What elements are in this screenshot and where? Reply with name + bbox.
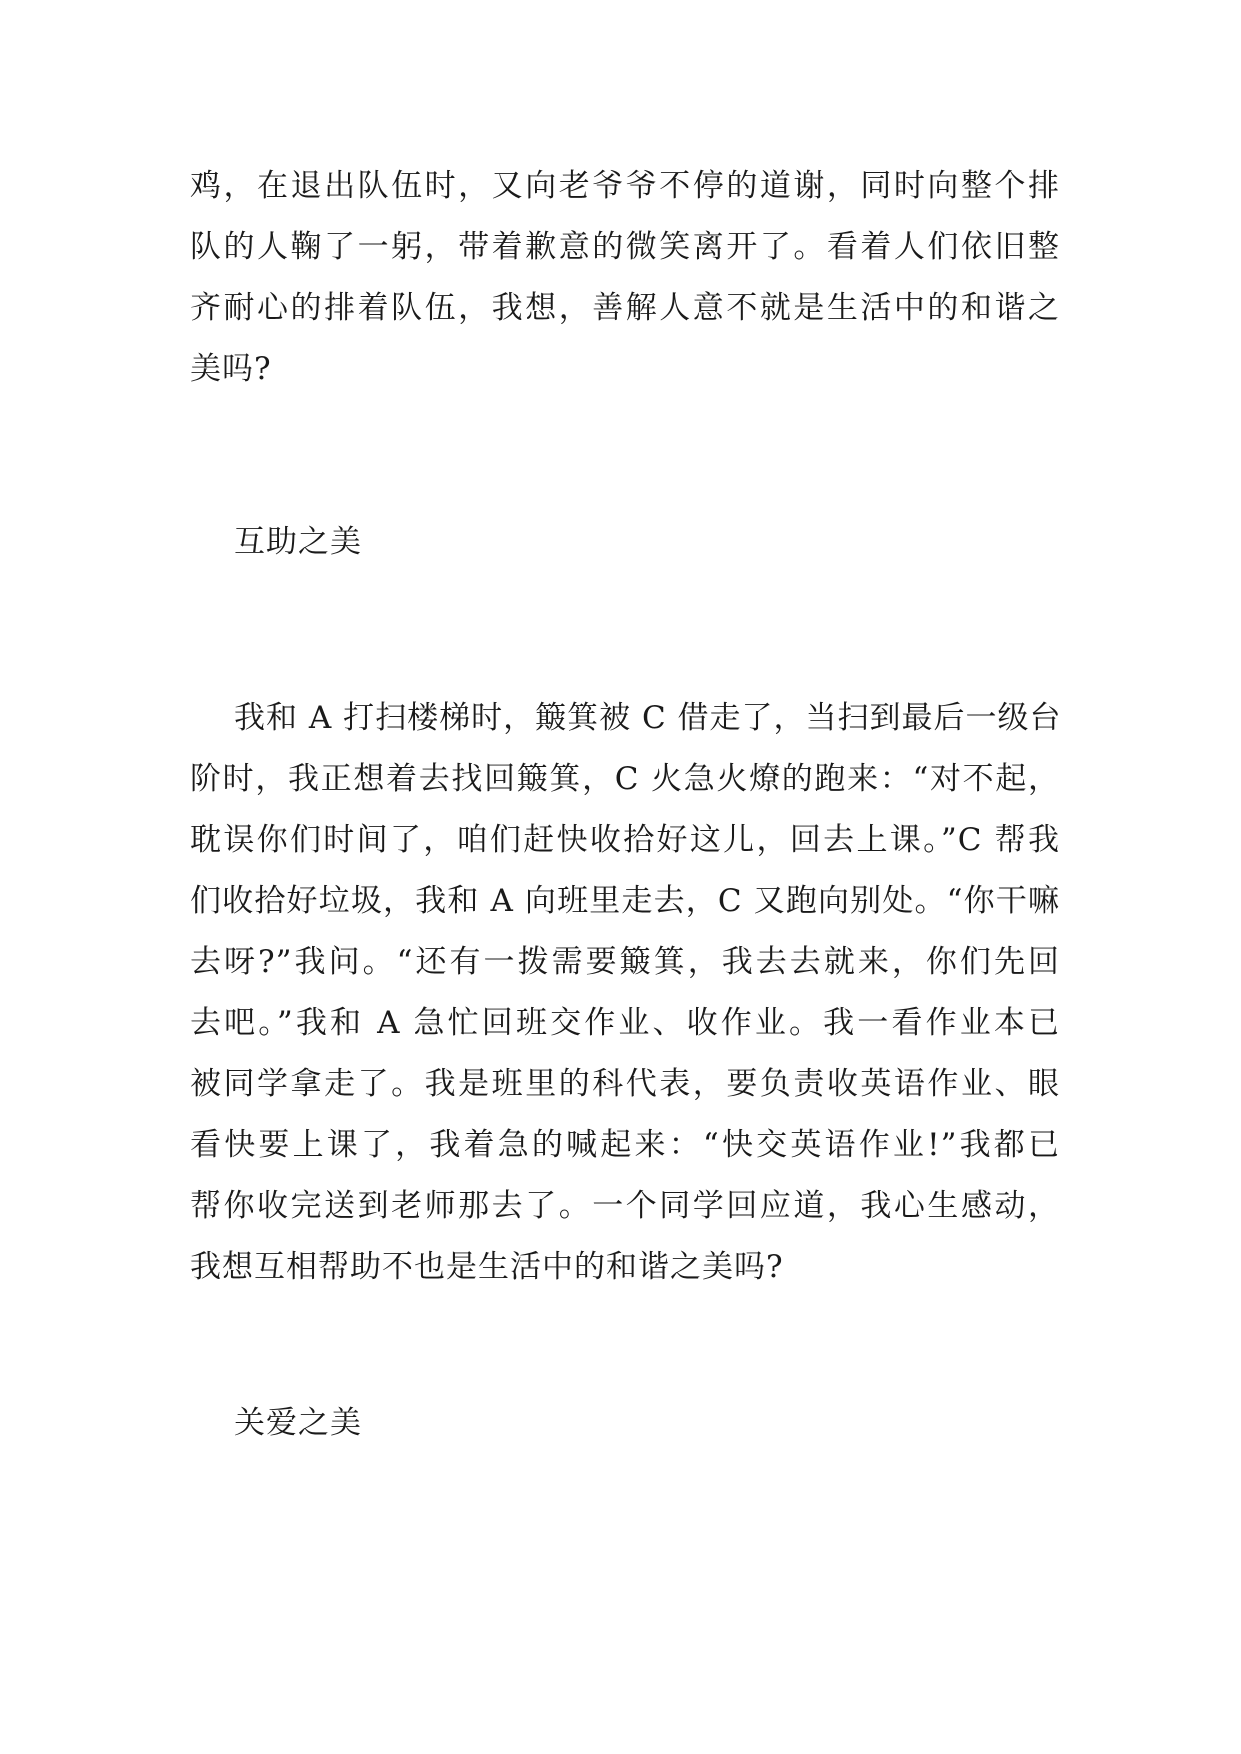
paragraph-1-line-2: 队的人鞠了一躬，带着歉意的微笑离开了。看着人们依旧整 — [190, 229, 1060, 265]
section-heading-caring: 关爱之美 — [234, 1405, 362, 1441]
paragraph-2-line-4: 们收拾好垃圾，我和 A 向班里走去，C 又跑向别处。“你干嘛 — [190, 883, 1060, 919]
paragraph-1-line-3: 齐耐心的排着队伍，我想，善解人意不就是生活中的和谐之 — [190, 290, 1060, 326]
paragraph-1-line-4: 美吗? — [190, 351, 272, 387]
paragraph-2-line-3: 耽误你们时间了，咱们赶快收拾好这儿，回去上课。”C 帮我 — [190, 822, 1060, 858]
paragraph-2-line-7: 被同学拿走了。我是班里的科代表，要负责收英语作业、眼 — [190, 1066, 1060, 1102]
paragraph-2-line-6: 去吧。”我和 A 急忙回班交作业、收作业。我一看作业本已 — [190, 1005, 1060, 1041]
paragraph-2-line-5: 去呀?”我问。“还有一拨需要簸箕，我去去就来，你们先回 — [190, 944, 1060, 980]
paragraph-2-line-8: 看快要上课了，我着急的喊起来：“快交英语作业!”我都已 — [190, 1127, 1060, 1163]
paragraph-2-line-10: 我想互相帮助不也是生活中的和谐之美吗? — [190, 1249, 784, 1285]
paragraph-2-line-1: 我和 A 打扫楼梯时，簸箕被 C 借走了，当扫到最后一级台 — [234, 700, 1062, 736]
paragraph-1-line-1: 鸡，在退出队伍时，又向老爷爷不停的道谢，同时向整个排 — [190, 168, 1060, 204]
section-heading-mutual-help: 互助之美 — [234, 524, 362, 560]
paragraph-2-line-9: 帮你收完送到老师那去了。一个同学回应道，我心生感动， — [190, 1188, 1060, 1224]
paragraph-2-line-2: 阶时，我正想着去找回簸箕，C 火急火燎的跑来：“对不起， — [190, 761, 1060, 797]
